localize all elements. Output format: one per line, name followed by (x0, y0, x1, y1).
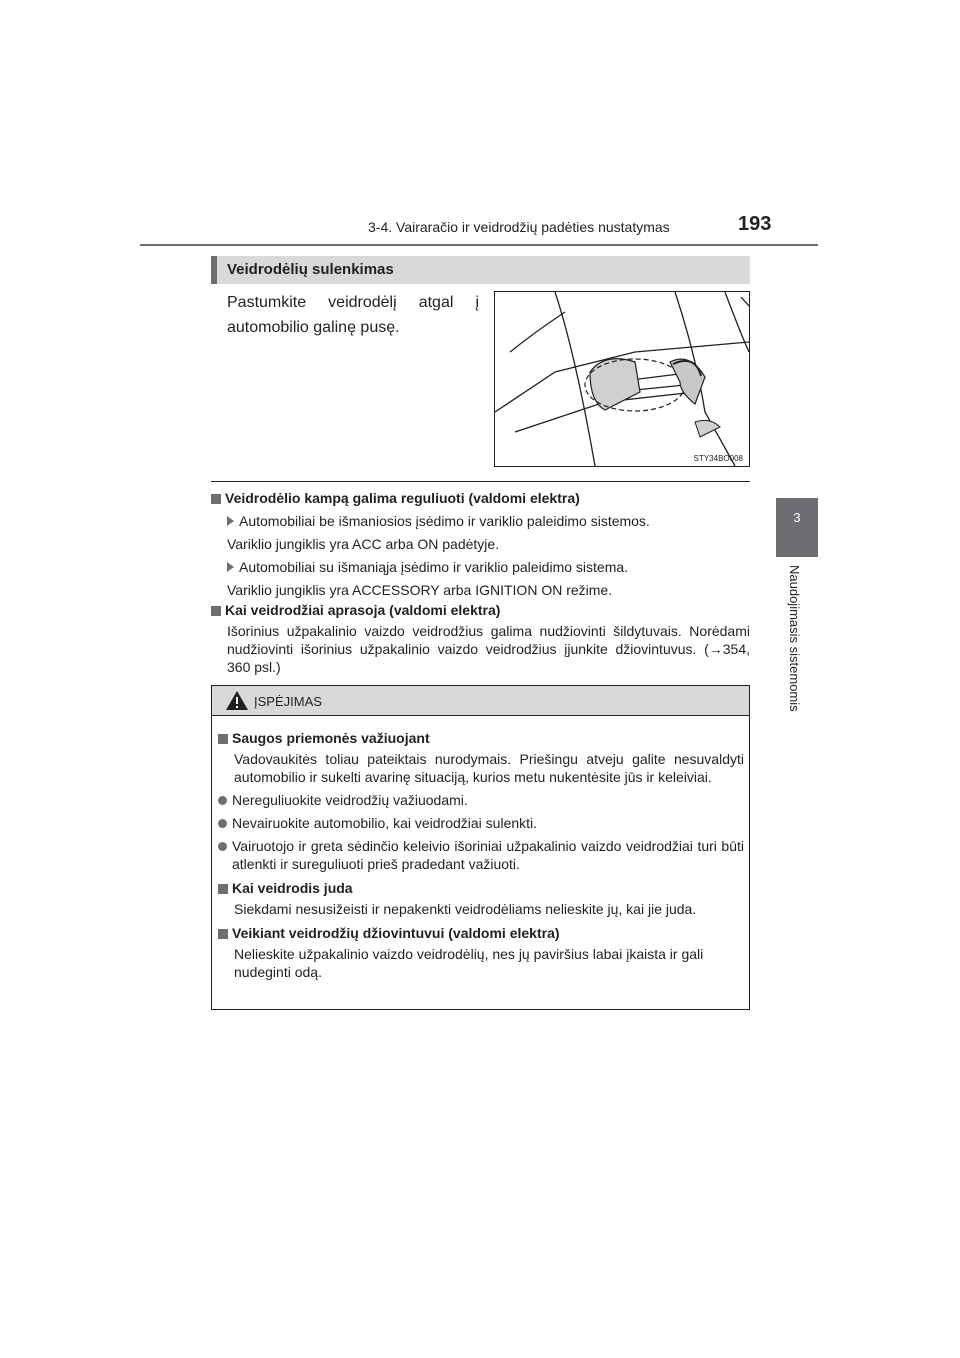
section-title: Veidrodėlių sulenkimas (211, 256, 750, 284)
running-header: 3-4. Vairaračio ir veidrodžių padėties nustatymas (368, 219, 670, 235)
triangle-bullet-icon (227, 516, 234, 526)
figure-code: STY34BO008 (693, 454, 743, 463)
note-heading: Veidrodėlio kampą galima reguliuoti (valdomi elektra) (225, 490, 580, 506)
round-bullet-icon (218, 842, 227, 851)
square-bullet-icon (211, 606, 221, 616)
header-rule (140, 244, 818, 246)
warning-text: Vadovaukitės toliau pateiktais nurodymais. Priešingu atveju galite nesuvaldyti automobilio ir sukelti avarinę situaciją, kurios metu nukentėsite jūs ir keleiviai. (234, 751, 744, 785)
note-fog (211, 601, 750, 676)
section-divider (211, 481, 750, 482)
warning-text: Siekdami nesusižeisti ir nepakenkti veidrodėliams nelieskite jų, kai jie juda. (234, 901, 697, 917)
warning-bullet: Vairuotojo ir greta sėdinčio keleivio išoriniai užpakalinio vaizdo veidrodžiai turi būti atlenkti ir sureguliuoti prieš pradedant važiuoti. (232, 838, 744, 872)
warning-bullet: Nevairuokite automobilio, kai veidrodžiai sulenkti. (232, 815, 538, 831)
case-label: Automobiliai su išmaniąja įsėdimo ir variklio paleidimo sistema. (239, 559, 629, 575)
square-bullet-icon (218, 929, 228, 939)
square-bullet-icon (218, 884, 228, 894)
intro-text: Pastumkite veidrodėlį atgal į automobilio galinę pusę. (227, 294, 479, 336)
round-bullet-icon (218, 819, 227, 828)
note-adjust (211, 489, 750, 599)
warning-header (212, 686, 749, 716)
warning-heading: Kai veidrodis juda (232, 880, 353, 896)
square-bullet-icon (218, 734, 228, 744)
round-bullet-icon (218, 796, 227, 805)
case-text: Variklio jungiklis yra ACCESSORY arba IGNITION ON režime. (227, 582, 613, 598)
warning-heading: Saugos priemonės važiuojant (232, 730, 430, 746)
chapter-title: Naudojimasis sistemomis (787, 565, 802, 712)
warning-heading: Veikiant veidrodžių džiovintuvui (valdomi elektra) (232, 925, 560, 941)
mirror-folding-illustration (494, 291, 750, 467)
chapter-tab: 3 (776, 498, 818, 557)
warning-box (211, 685, 750, 1010)
car-mirror-drawing (495, 292, 749, 466)
warning-bullet: Nereguliuokite veidrodžių važiuodami. (232, 792, 468, 808)
warning-text: Nelieskite užpakalinio vaizdo veidrodėlių, nes jų paviršius labai įkaista ir gali nudeginti odą. (234, 946, 704, 980)
note-text: Išorinius užpakalinio vaizdo veidrodžius galima nudžiovinti šildytuvais. Norėdami nudžiovinti išorinius užpakalinio vaizdo veidrodžius įjunkite džiovintuvus. (→354, 360 psl.) (227, 623, 750, 675)
warning-title: ĮSPĖJIMAS (254, 694, 322, 709)
case-label: Automobiliai be išmaniosios įsėdimo ir variklio paleidimo sistemos. (239, 513, 650, 529)
triangle-bullet-icon (227, 562, 234, 572)
note-heading: Kai veidrodžiai aprasoja (valdomi elektra) (225, 602, 501, 618)
square-bullet-icon (211, 494, 221, 504)
page-number: 193 (738, 213, 772, 235)
case-text: Variklio jungiklis yra ACC arba ON padėtyje. (227, 536, 500, 552)
warning-triangle-icon (226, 691, 248, 710)
